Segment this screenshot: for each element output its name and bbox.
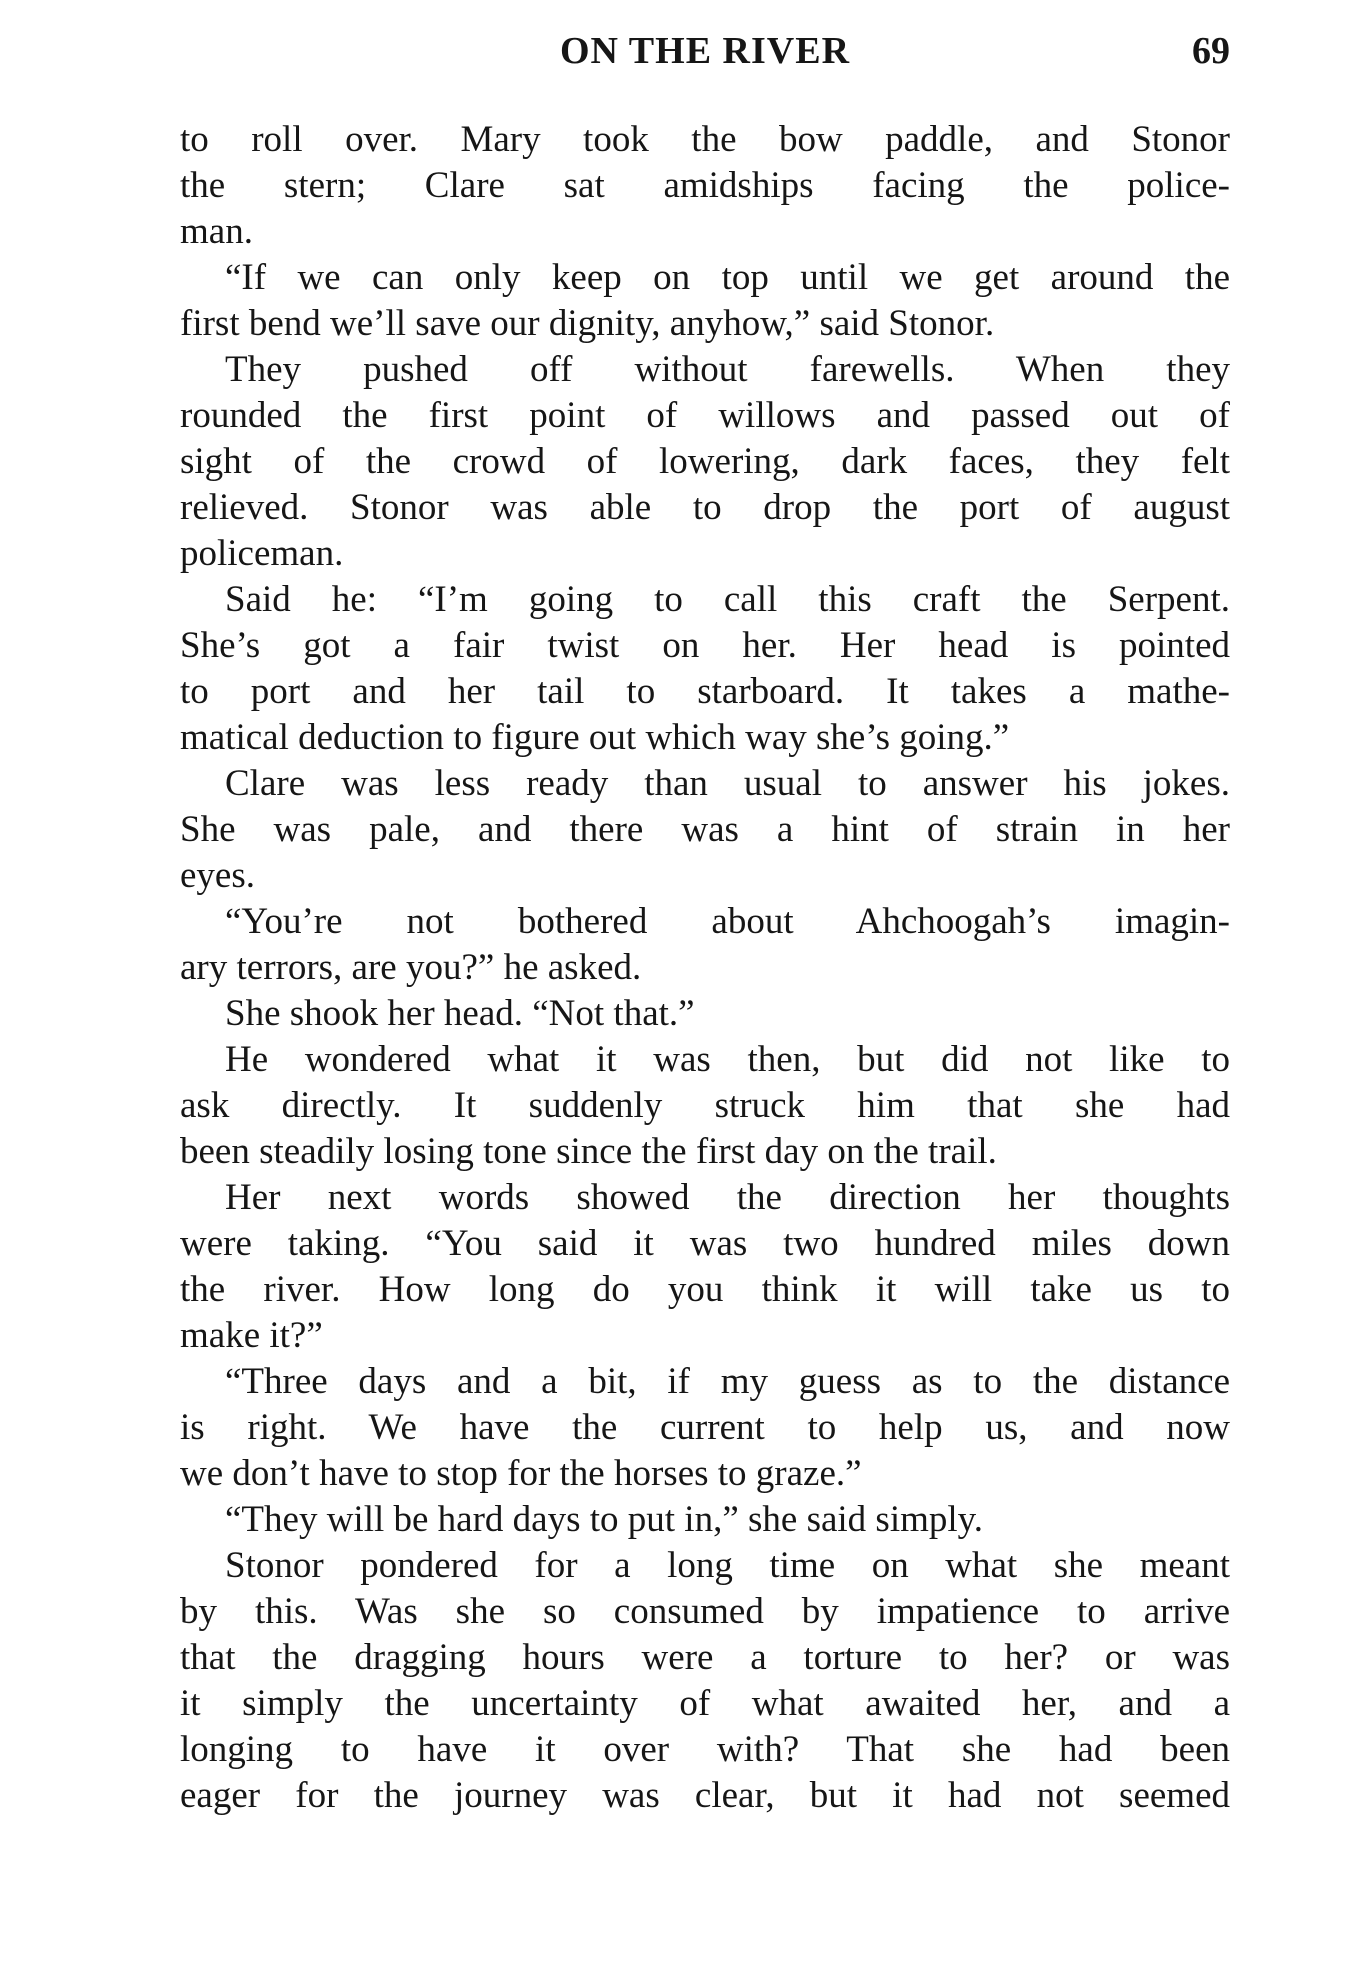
text-line: sight of the crowd of lowering, dark faces, they felt	[180, 441, 1230, 482]
text-line: matical deduction to figure out which way she’s going.”	[180, 717, 1010, 758]
text-line: it simply the uncertainty of what awaited her, and a	[180, 1683, 1230, 1724]
body-text	[180, 117, 1230, 1819]
text-line: He wondered what it was then, but did not like to	[225, 1039, 1230, 1080]
text-line: She’s got a fair twist on her. Her head is pointed	[180, 625, 1230, 666]
text-line: that the dragging hours were a torture to her? or was	[180, 1637, 1230, 1678]
text-line: the river. How long do you think it will take us to	[180, 1269, 1230, 1310]
text-line: She shook her head. “Not that.”	[225, 993, 695, 1034]
text-line: make it?”	[180, 1315, 323, 1356]
text-line: ask directly. It suddenly struck him that she had	[180, 1085, 1230, 1126]
text-line: eager for the journey was clear, but it had not seemed	[180, 1775, 1230, 1816]
text-line: longing to have it over with? That she had been	[180, 1729, 1230, 1770]
text-line: rounded the first point of willows and passed out of	[180, 395, 1230, 436]
text-line: “They will be hard days to put in,” she said simply.	[225, 1499, 984, 1540]
text-line: first bend we’ll save our dignity, anyhow,” said Stonor.	[180, 303, 995, 344]
text-line: “If we can only keep on top until we get around the	[225, 257, 1230, 298]
text-line: “Three days and a bit, if my guess as to the distance	[225, 1361, 1230, 1402]
page-number: 69	[1192, 30, 1230, 72]
text-line: been steadily losing tone since the first day on the trail.	[180, 1131, 997, 1172]
text-line: Stonor pondered for a long time on what she meant	[225, 1545, 1230, 1586]
text-line: we don’t have to stop for the horses to graze.”	[180, 1453, 862, 1494]
text-line: to port and her tail to starboard. It takes a mathe-	[180, 671, 1230, 712]
text-line: “You’re not bothered about Ahchoogah’s imagin-	[225, 901, 1230, 942]
text-line: eyes.	[180, 855, 255, 896]
text-line: Said he: “I’m going to call this craft the Serpent.	[225, 579, 1230, 620]
text-line: relieved. Stonor was able to drop the port of august	[180, 487, 1230, 528]
text-line: is right. We have the current to help us, and now	[180, 1407, 1230, 1448]
text-line: man.	[180, 211, 253, 252]
text-line: were taking. “You said it was two hundred miles down	[180, 1223, 1230, 1264]
running-title: ON THE RIVER	[559, 30, 851, 72]
text-line: Her next words showed the direction her thoughts	[225, 1177, 1230, 1218]
text-line: She was pale, and there was a hint of strain in her	[180, 809, 1230, 850]
text-line: by this. Was she so consumed by impatience to arrive	[180, 1591, 1230, 1632]
running-head	[180, 26, 1230, 76]
text-line: They pushed off without farewells. When they	[225, 349, 1230, 390]
text-line: the stern; Clare sat amidships facing the police-	[180, 165, 1230, 206]
text-line: policeman.	[180, 533, 344, 574]
text-line: Clare was less ready than usual to answer his jokes.	[225, 763, 1230, 804]
text-line: to roll over. Mary took the bow paddle, and Stonor	[180, 119, 1230, 160]
text-line: ary terrors, are you?” he asked.	[180, 947, 642, 988]
